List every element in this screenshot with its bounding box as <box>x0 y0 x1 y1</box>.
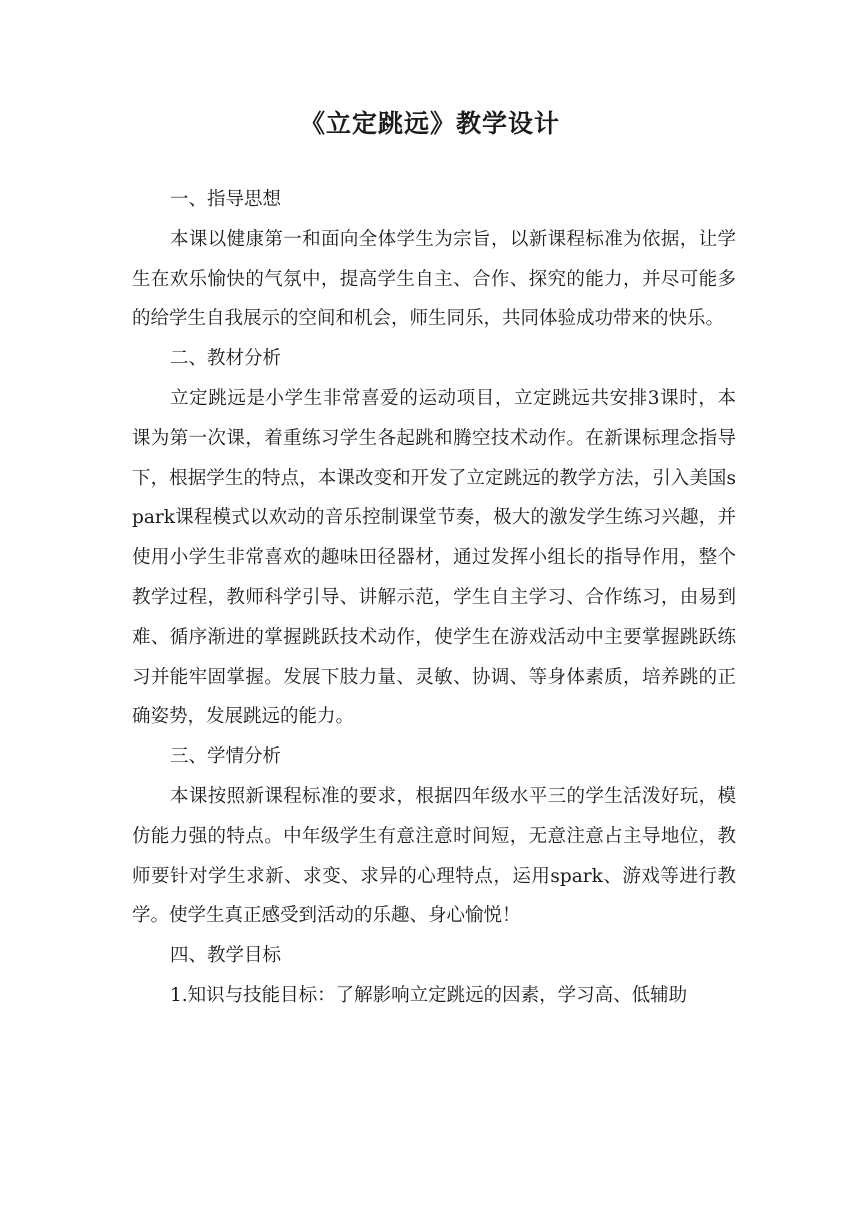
document-title: 《立定跳远》教学设计 <box>299 109 560 138</box>
section-heading: 三、学情分析 <box>170 746 282 768</box>
section-heading: 一、指导思想 <box>170 189 282 210</box>
section-student-analysis <box>132 737 736 936</box>
paragraph: 本课按照新课程标准的要求，根据四年级水平三的学生活泼好玩，模仿能力强的特点。中年级学生有意注意时间短，无意注意占主导地位，教师要针对学生求新、求变、求异的心理特点，运用spark、游戏等进行教学。使学生真正感受到活动的乐趣、身心愉悦！ <box>132 785 736 927</box>
paragraph: 本课以健康第一和面向全体学生为宗旨，以新课程标准为依据，让学生在欢乐愉快的气氛中，提高学生自主、合作、探究的能力，并尽可能多的给学生自我展示的空间和机会，师生同乐，共同体验成功带来的快乐。 <box>132 228 736 330</box>
section-material-analysis <box>132 339 736 737</box>
document-body <box>132 180 736 1016</box>
paragraph: 1.知识与技能目标：了解影响立定跳远的因素，学习高、低辅助 <box>170 984 688 1006</box>
section-guiding-ideology <box>132 180 736 339</box>
section-heading: 二、教材分析 <box>170 348 282 370</box>
section-heading: 四、教学目标 <box>170 945 282 967</box>
section-teaching-objectives <box>132 936 736 1016</box>
paragraph: 立定跳远是小学生非常喜爱的运动项目，立定跳远共安排3课时，本课为第一次课，着重练习学生各起跳和腾空技术动作。在新课标理念指导下，根据学生的特点，本课改变和开发了立定跳远的教学方法，引入美国spark课程模式以欢动的音乐控制课堂节奏，极大的激发学生练习兴趣，并使用小学生非常喜欢的趣味田径器材，通过发挥小组长的指导作用，整个教学过程，教师科学引导、讲解示范，学生自主学习、合作练习，由易到难、循序渐进的掌握跳跃技术动作，使学生在游戏活动中主要掌握跳跃练习并能牢固掌握。发展下肢力量、灵敏、协调、等身体素质，培养跳的正确姿势，发展跳远的能力。 <box>132 387 736 728</box>
